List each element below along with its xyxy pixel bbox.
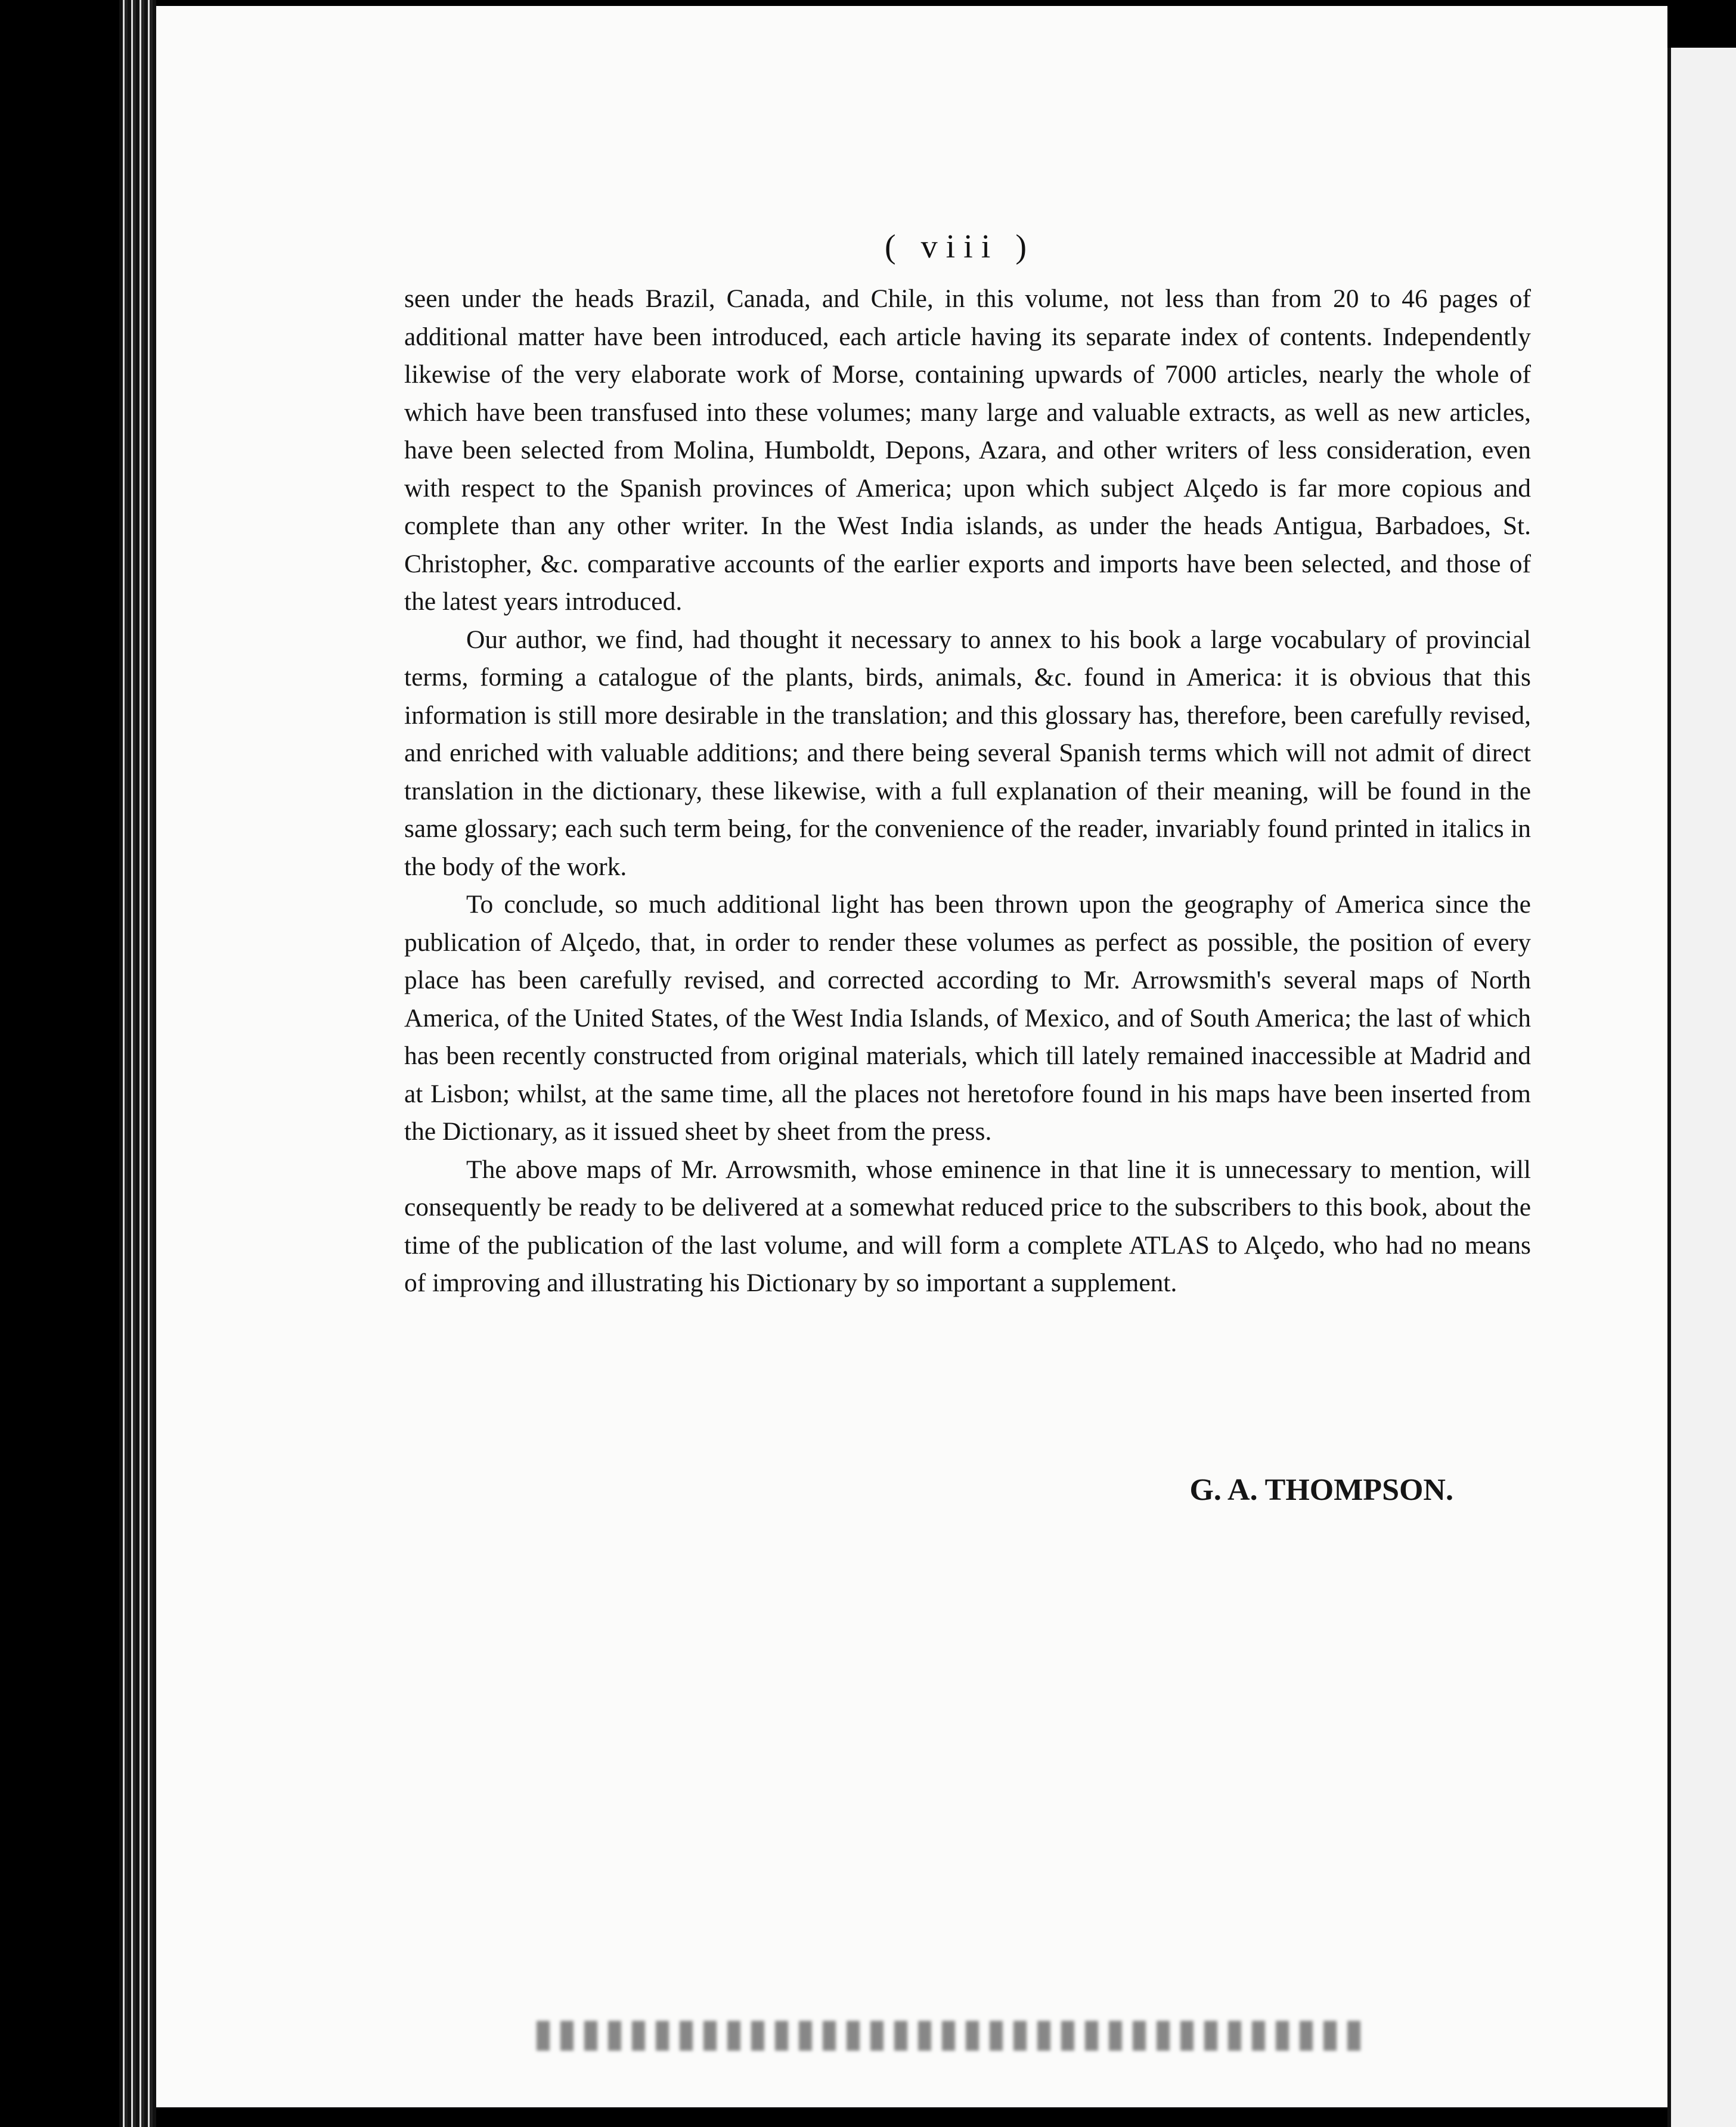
bleed-through-smudge [537,2021,1371,2051]
facing-page-edge [1667,48,1736,2127]
paragraph-vocabulary: Our author, we find, had thought it necessary to annex to his book a large vocabulary of provincial terms, forming a catalogue of the plants, birds, animals, &c. found in America: it is obvious that this information is still more desirable in the translation; and this glossary has, therefore, been carefully revised, and enriched with valuable additions; and there being several Spanish terms which will not admit of direct translation in the dictionary, these likewise, with a full explanation of their meaning, will be found in the same glossary; each such term being, for the convenience of the reader, invariably found printed in italics in the body of the work. [404,625,1531,881]
author-signature: G. A. THOMPSON. [1189,1473,1453,1507]
book-spine-edge [119,0,156,2127]
scan-border-top-right [1667,0,1736,54]
paragraph-conclusion: To conclude, so much additional light has been thrown upon the geography of America since the publication of Alçedo, that, in order to render these volumes as perfect as possible, the position of every place has been carefully revised, and corrected according to Mr. Arrowsmith's several maps of North America, of the United States, of the West India Islands, of Mexico, and of South America; the last of which has been recently constructed from original materials, which till lately remained inaccessible at Madrid and at Lisbon; whilst, at the same time, all the places not heretofore found in his maps have been inserted from the Dictionary, as it issued sheet by sheet from the press. [404,890,1531,1146]
paragraph-maps: The above maps of Mr. Arrowsmith, whose eminence in that line it is unnecessary to mention, will consequently be ready to be delivered at a somewhat reduced price to the subscribers to this book, about the time of the publication of the last volume, and will form a complete ATLAS to Alçedo, who had no means of improving and illustrating his Dictionary by so important a supplement. [404,1155,1531,1297]
page-body [404,280,1531,1303]
page-number: ( viii ) [885,228,1035,265]
paragraph-continued: seen under the heads Brazil, Canada, and Chile, in this volume, not less than from 20 to 46 pages of additional matter have been introduced, each article having its separate index of contents. Independently likewise of the very elaborate work of Morse, containing upwards of 7000 articles, nearly the whole of which have been transfused into these volumes; many large and valuable extracts, as well as new articles, have been selected from Molina, Humboldt, Depons, Azara, and other writers of less consideration, even with respect to the Spanish provinces of America; upon which subject Alçedo is far more copious and complete than any other writer. In the West India islands, as under the heads Antigua, Barbadoes, St. Christopher, &c. comparative accounts of the earlier exports and imports have been selected, and those of the latest years introduced. [404,284,1531,616]
